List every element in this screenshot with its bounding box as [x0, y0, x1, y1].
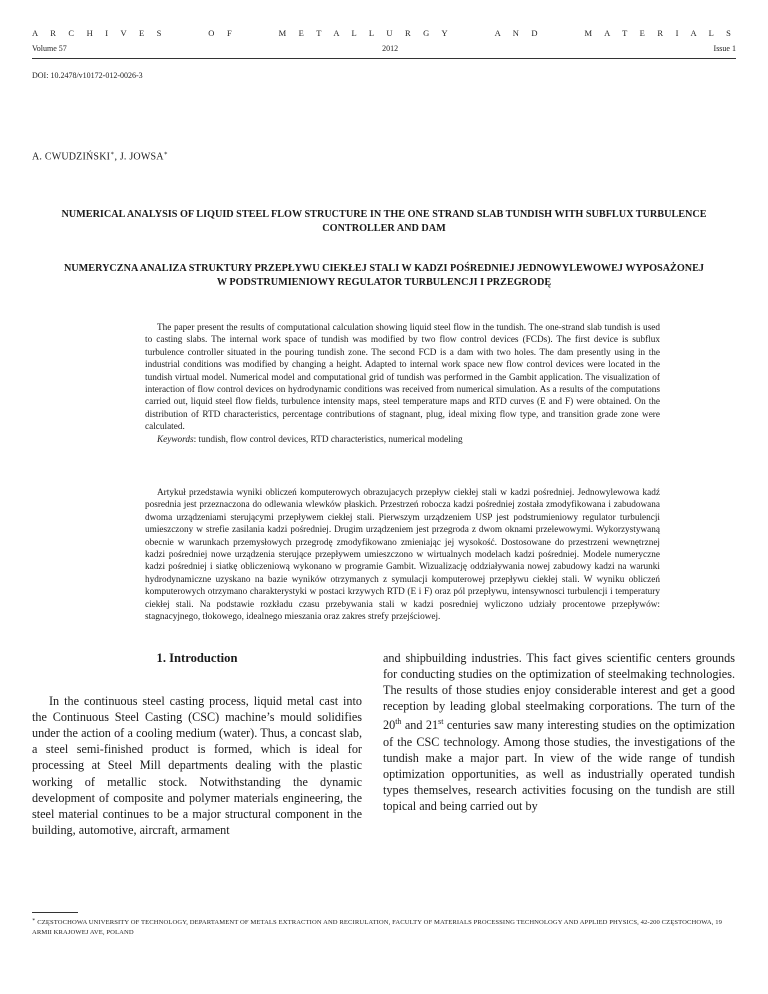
body-paragraph	[383, 650, 735, 814]
journal-name	[32, 28, 736, 38]
body-text: centuries saw many interesting studies on the optimization of the CSC technology. Among those studies, the investigations of the tundish make a major part. In view of the wide range of tundish optimization opportunities, as well as industrially operated tundish types themselves, research activities focusing on the tundish are still topical and being carried out by	[383, 718, 735, 813]
right-column	[383, 650, 735, 814]
body-paragraph: In the continuous steel casting process, liquid metal cast into the Continuous Steel Casting (CSC) machine’s mould solidifies under the action of a cooling medium (water). Thus, a concast slab, a steel semi-finished product is formed, which is ideal for processing at Steel Mill departments dealing with the plastic working of metallic stock. Notwithstanding the dynamic development of composite and polymer materials engineering, the steel material continues to be a major structural component in the building, automotive, aircraft, armament	[32, 694, 362, 837]
paper-title-polish: NUMERYCZNA ANALIZA STRUKTURY PRZEPŁYWU CIEKŁEJ STALI W KADZI POŚREDNIEJ JEDNOWYLEWOWEJ WYPOSAŻONEJ W PODSTRUMIENIOWY REGULATOR TURBULENCJI I PRZEGRODĘ	[63, 263, 705, 288]
left-column	[32, 650, 362, 838]
author-name: A. CWUDZIŃSKI	[32, 151, 111, 163]
footnote-divider	[32, 912, 78, 913]
footnote-mark: ∗	[32, 918, 36, 923]
volume: Volume 57	[32, 44, 67, 53]
abstract-polish	[145, 487, 660, 623]
affiliation-mark: ∗	[163, 151, 168, 157]
abstract-text: Artykuł przedstawia wyniki obliczeń komputerowych obrazujacych przepływ ciekłej stali w kadzi pośredniej. Jednowylewowa kadź posrednia jest przeznaczona do odlewania wlewków płaskich. Przestrzeń robocza kadzi pośredniej została zmodyfikowana i zabudowana dwoma urządzeniami sterującymi przepływem ciekłej stali. Pierwszym urządzeniem USP jest podstrumieniowy regulator turbulencji umieszczony w strefie zasilania kadzi pośredniej. Drugim urządzeniem jest przegroda z dwom oknami przelewowymi. Wykorzystywaną obecnie w warunkach przemysłowych przegrodę zmodyfikowano zmieniając jej wysokość. Dostosowane do przestrzeni wewnętrznej kadzi pośredniej nowe urządzenia sterujące przepływem umieszczono w wirtualnych modelach kadzi pośredniej. Modele numeryczne kadzi pośredniej i siatkę obliczeniową wykonano w programie Gambit. Wizualizację oddziaływania nowej zabudowy kadzi na warunki hydrodynamiczne uzyskano na bazie wyników otrzymanych z symulacji komputerowej przepływu ciekłej stali. W wyniku obliczeń komputerowych otrzymano charakterystyki w postaci krzywych RTD (E i F) oraz pól przepływu, intensywnosci turbulencji i temperatury ciekłej stali. Na podstawie rozkładu czasu przebywania stali w kadzi posredniej wyliczono udziały procentowe przepływów: stagnacyjnego, tłokowego, idealnego mieszania oraz zakres strefy przejściowej.	[145, 488, 660, 623]
journal-word: A N D	[494, 28, 543, 38]
journal-word: M A T E R I A L S	[584, 28, 736, 38]
footnote-text: CZĘSTOCHOWA UNIVERSITY OF TECHNOLOGY, DEPARTAMENT OF METALS EXTRACTION AND RECIRULATION, FACULTY OF MATERIALS PROCESSING TECHNOLOGY AND APPLIED PHYSICS, 42-200 CZĘSTOCHOWA, 19 ARMII KRAJOWEJ AVE, POLAND	[32, 919, 722, 936]
abstract-english	[145, 322, 660, 446]
body-text: and 21	[401, 718, 439, 733]
author-name: J. JOWSA	[119, 151, 164, 163]
ordinal-suffix: st	[438, 717, 444, 727]
journal-word: M E T A L L U R G Y	[278, 28, 453, 38]
journal-word: A R C H I V E S	[32, 28, 167, 38]
paper-title-english: NUMERICAL ANALYSIS OF LIQUID STEEL FLOW STRUCTURE IN THE ONE STRAND SLAB TUNDISH WITH SUBFLUX TURBULENCE CONTROLLER AND DAM	[61, 209, 707, 234]
keywords-label: Keywords	[157, 434, 194, 445]
year: 2012	[382, 44, 399, 53]
section-heading: 1. Introduction	[156, 651, 238, 665]
issue: Issue 1	[713, 44, 736, 53]
authors	[32, 150, 168, 162]
doi[interactable]: DOI: 10.2478/v10172-012-0026-3	[32, 71, 143, 80]
ordinal-suffix: th	[395, 717, 402, 727]
keywords: : tundish, flow control devices, RTD characteristics, numerical modeling	[193, 434, 463, 445]
issue-meta	[32, 44, 736, 53]
abstract-text: The paper present the results of computational calculation showing liquid steel flow in the tundish. The one-strand slab tundish is used to casting slabs. The internal work space of tundish was modified by two flow control devices (FCDs). The first device is subflux turbulence controller situated in the pouring tundish zone. The second FCD is a dam with two holes. The dam presently using in the industrial conditions was modified by changing a height. Adapted to internal work space new flow control devices were located in the tundish virtual model. Numerical model and computational grid of tundish was performed in the Gambit application. The visualization of interaction of flow control devices on hydrodynamic conditions was received from numerical simulation. As a results of the computations carried out, liquid steel flow fields, turbulence intensity maps, steel temperature maps and RTD curves (E and F) were obtained. On the distribution of RTD characteristics, percentage contributions of stagnant, plug, ideal mixing flow type, and transition grade zone were calculated.	[145, 323, 660, 433]
affiliation-footnote	[32, 916, 736, 937]
affiliation-mark: ∗	[110, 151, 115, 157]
body-text: and shipbuilding industries. This fact gives scientific centers grounds for conducting studies on the optimization of steelmaking technologies. The results of those studies enjoy considerable interest and get a good reception by leading global steelmaking corporations. The turn of the 20	[383, 651, 735, 733]
author-separator: ,	[114, 151, 120, 163]
journal-word: O F	[208, 28, 237, 38]
header-divider	[32, 58, 736, 59]
